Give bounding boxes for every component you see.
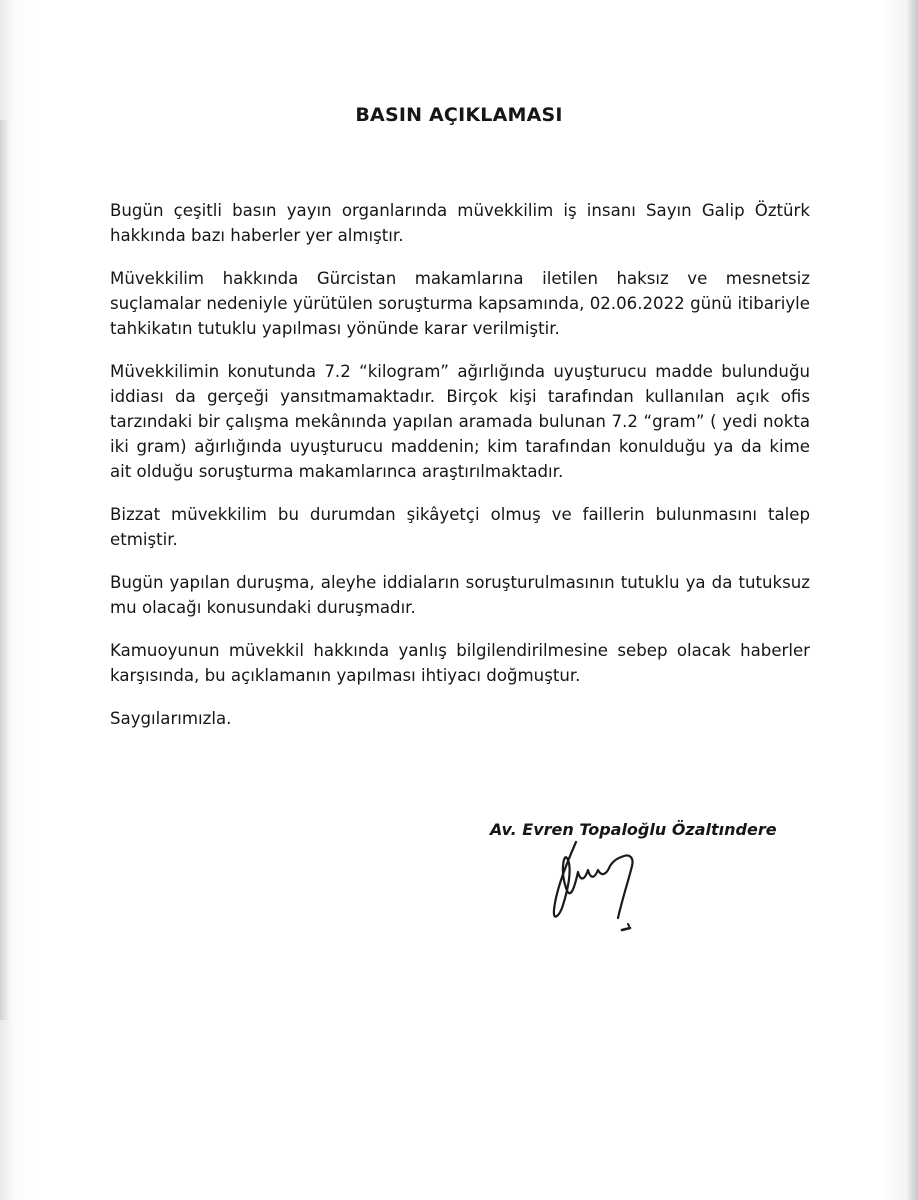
paragraph-complaint: Bizzat müvekkilim bu durumdan şikâyetçi olmuş ve faillerin bulunmasını talep etmiştir. — [110, 505, 810, 549]
scan-edge-shadow-left — [0, 120, 10, 1020]
paragraph-hearing: Bugün yapılan duruşma, aleyhe iddiaların soruşturulmasının tutuklu ya da tutuksuz mu olacağı konusundaki duruşmadır. — [110, 573, 810, 617]
paragraph-reason: Kamuoyunun müvekkil hakkında yanlış bilgilendirilmesine sebep olacak haberler karşısında, bu açıklamanın yapılması ihtiyacı doğmuştur. — [110, 641, 810, 685]
signer-name: Av. Evren Topaloğlu Özaltındere — [490, 820, 777, 839]
document-title: BASIN AÇIKLAMASI — [355, 104, 563, 126]
document-body — [110, 198, 810, 749]
paragraph-investigation: Müvekkilim hakkında Gürcistan makamlarına iletilen haksız ve mesnetsiz suçlamalar nedeniyle yürütülen soruşturma kapsamında, 02.06.2022 günü itibariyle tahkikatın tutuklu yapılması yönünde karar verilmiştir. — [110, 269, 810, 338]
paragraph-intro: Bugün çeşitli basın yayın organlarında müvekkilim iş insanı Sayın Galip Öztürk hakkında bazı haberler yer almıştır. — [110, 201, 810, 245]
scan-edge-shadow-right — [906, 0, 918, 1200]
paragraph-allegation: Müvekkilimin konutunda 7.2 “kilogram” ağırlığında uyuşturucu madde bulunduğu iddiası da gerçeği yansıtmamaktadır. Birçok kişi tarafından kullanılan açık ofis tarzındaki bir çalışma mekânında yapılan aramada bulunan 7.2 “gram” ( yedi nokta iki gram) ağırlığında uyuşturucu maddenin; kim tarafından konulduğu ya da kime ait olduğu soruşturma makamlarınca araştırılmaktadır. — [110, 362, 810, 481]
closing-salutation: Saygılarımızla. — [110, 709, 232, 728]
handwritten-signature — [538, 830, 678, 940]
